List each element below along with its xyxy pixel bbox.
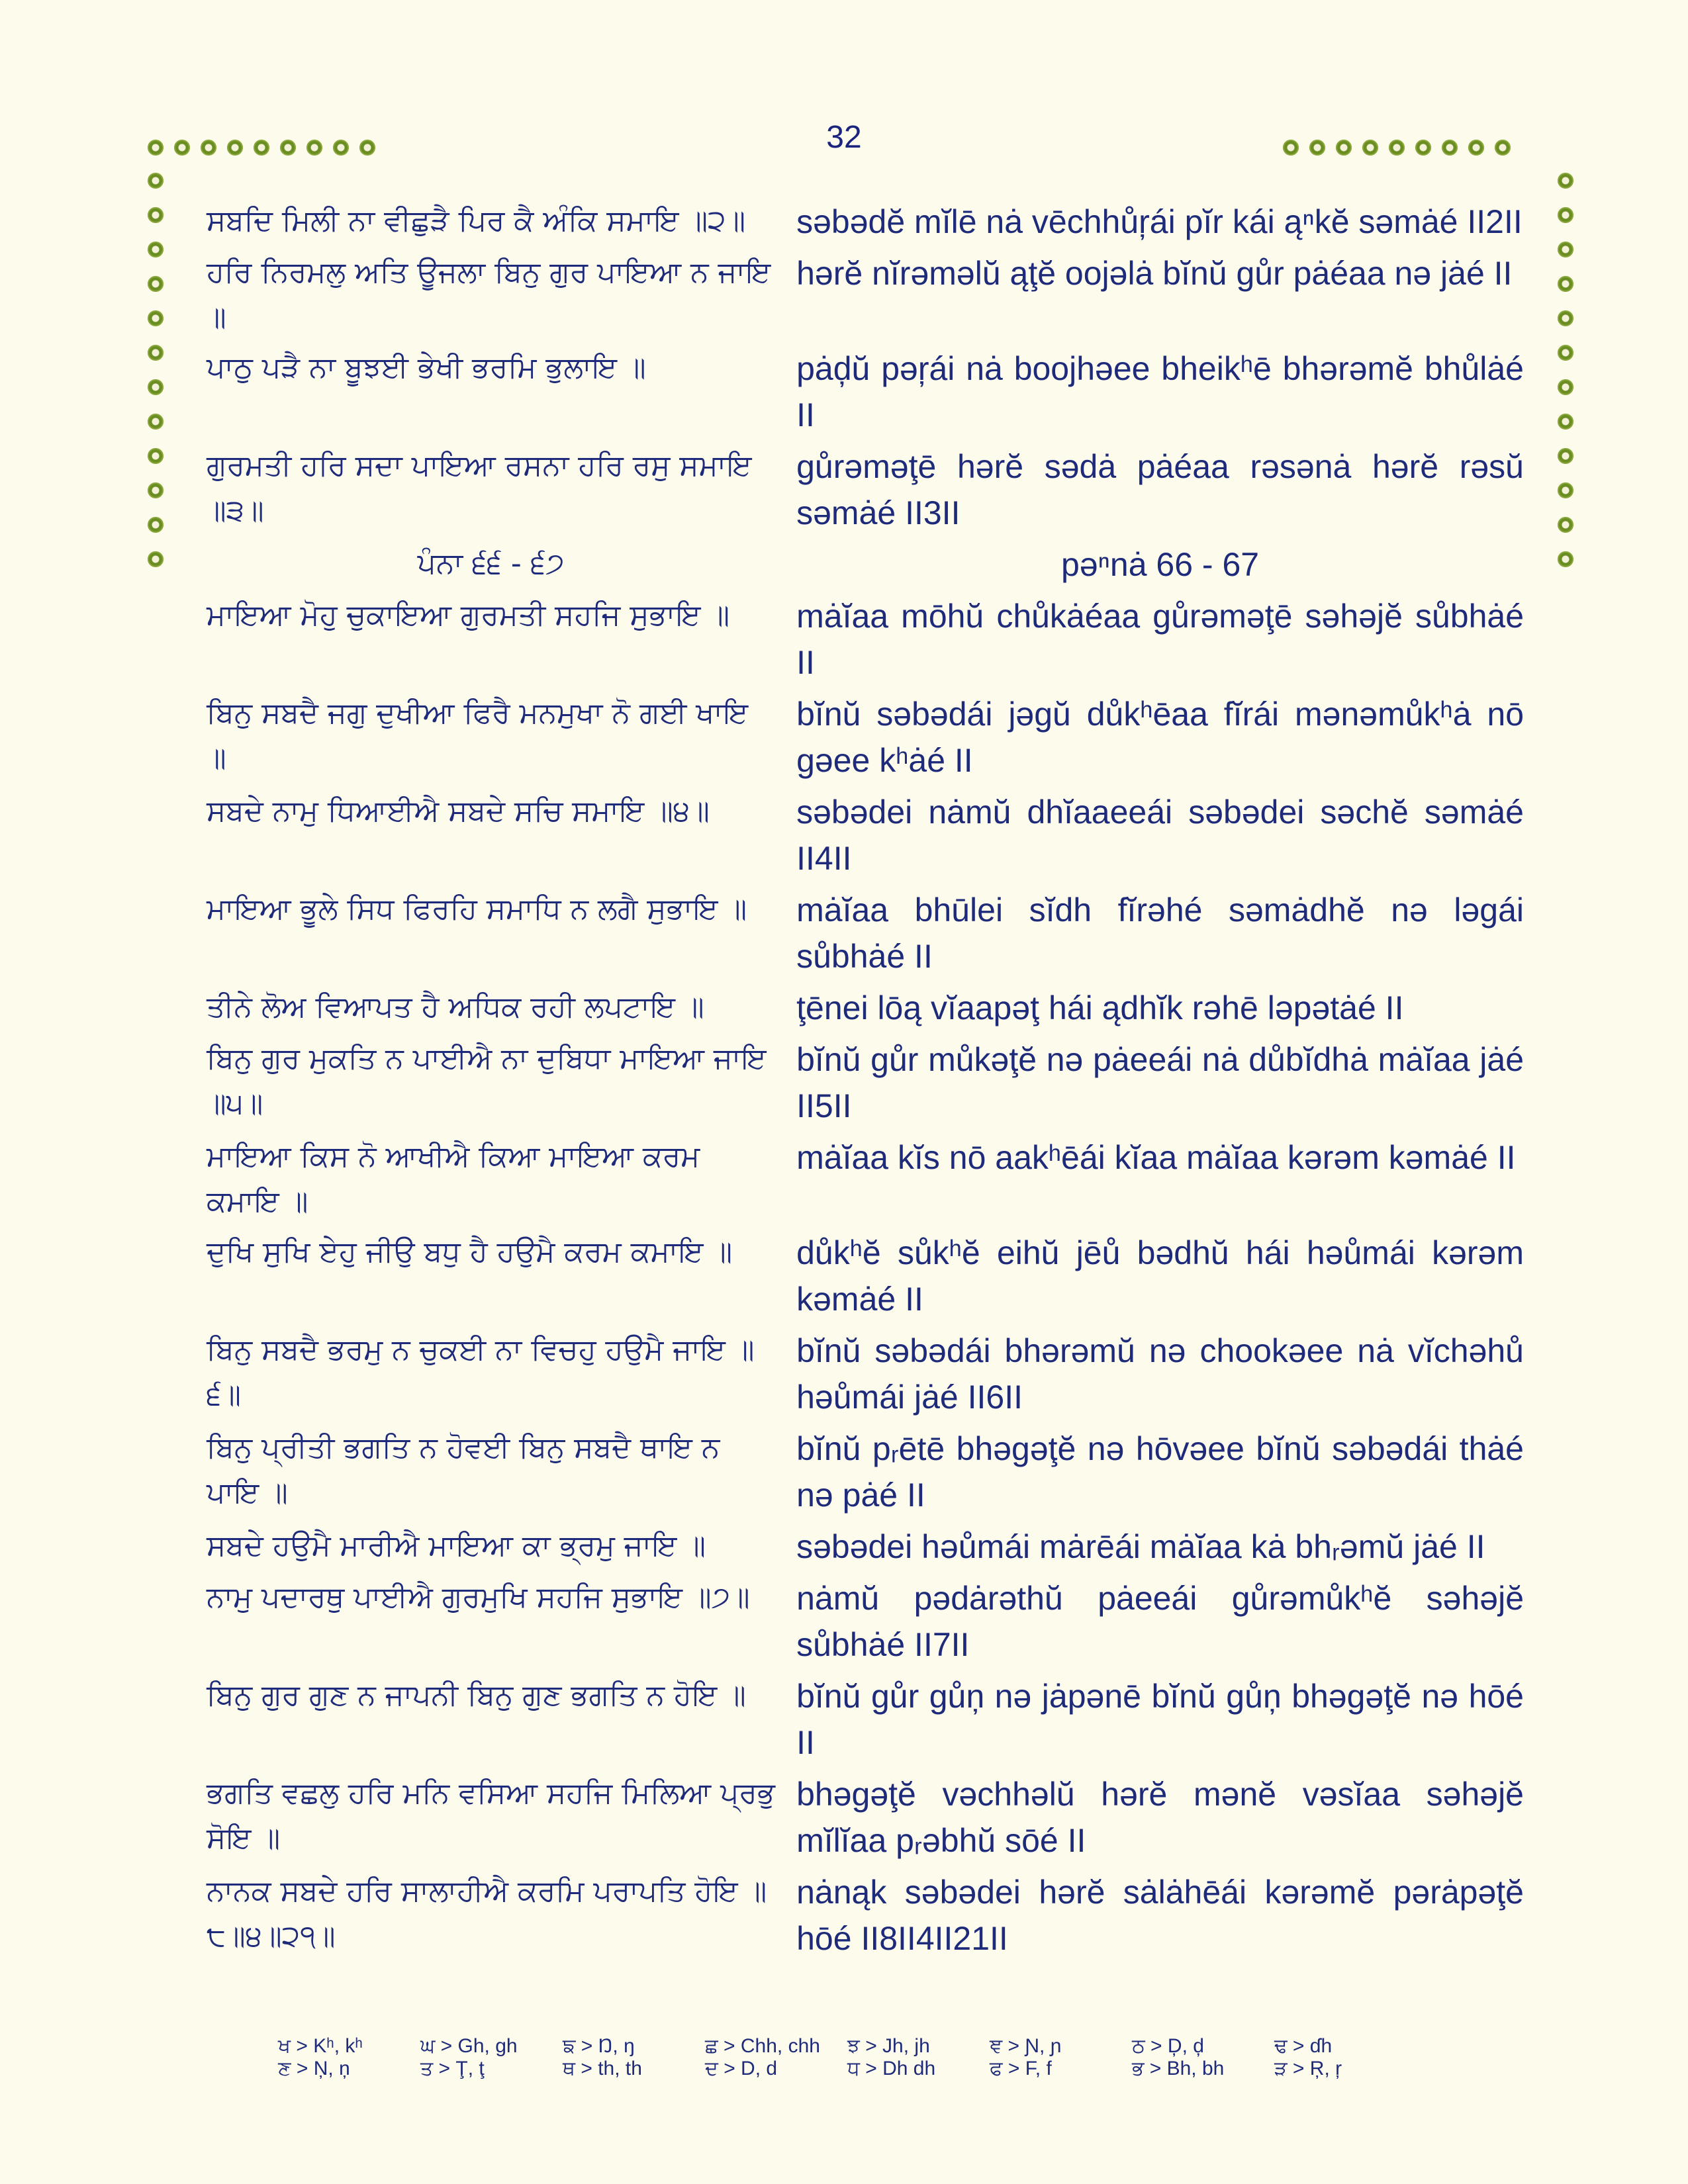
verse-translit: bĭnŭ səbədái bhərəmŭ nə chookəee nȧ vĭchəhů həůmái jȧé II6II	[796, 1332, 1524, 1416]
flower-icon	[252, 138, 271, 158]
key-entry: ਫ > F, f	[990, 2058, 1052, 2079]
verse-gurmukhi: ਪਾਠੁ ਪੜੈ ਨਾ ਬੂਝਈ ਭੇਖੀ ਭਰਮਿ ਭੁਲਾਇ ॥	[207, 351, 646, 385]
verse-translit: hərĕ nĭrəməlŭ ąţĕ oojəlȧ bĭnŭ gůr pȧéaa nə jȧé II	[796, 255, 1513, 292]
top-right-flower-row	[1281, 138, 1513, 158]
verse-gurmukhi: ਗੁਰਮਤੀ ਹਰਿ ਸਦਾ ਪਾਇਆ ਰਸਨਾ ਹਰਿ ਰਸੁ ਸਮਾਇ ॥੩॥	[207, 449, 752, 527]
verse-gurmukhi: ਦੁਖਿ ਸੁਖਿ ਏਹੁ ਜੀਉ ਬਧੁ ਹੈ ਹਉਮੈ ਕਰਮ ਕਮਾਇ ॥	[207, 1235, 733, 1269]
page-number: 32	[826, 120, 862, 155]
flower-icon	[278, 138, 298, 158]
key-entry: ਖ > Kʰ, kʰ	[278, 2035, 363, 2057]
key-entry: ਤ > Ţ, ţ	[420, 2058, 485, 2079]
verse-translit: bĭnŭ gůr můkəţĕ nə pȧeeái nȧ důbĭdhȧ mȧĭaa jȧé II5II	[796, 1041, 1524, 1124]
verse-gurmukhi: ਸਬਦੇ ਹਉਮੈ ਮਾਰੀਐ ਮਾਇਆ ਕਾ ਭ੍ਰਮੁ ਜਾਇ ॥	[207, 1529, 706, 1563]
verse-translit: bĭnŭ səbədái jəgŭ důkʰēaa fĭrái mənəmůkʰȧ nō gəee kʰȧé II	[796, 696, 1524, 779]
verse-row	[207, 1524, 1524, 1570]
verse-gurmukhi: ਤੀਨੇ ਲੋਅ ਵਿਆਪਤ ਹੈ ਅਧਿਕ ਰਹੀ ਲਪਟਾਇ ॥	[207, 990, 704, 1024]
key-entry: ਠ > Ḑ, ḑ	[1132, 2035, 1204, 2057]
verse-gurmukhi: ਸਬਦੇ ਨਾਮੁ ਧਿਆਈਐ ਸਬਦੇ ਸਚਿ ਸਮਾਇ ॥੪॥	[207, 794, 710, 828]
verse-gurmukhi: ਮਾਇਆ ਕਿਸ ਨੋ ਆਖੀਐ ਕਿਆ ਮਾਇਆ ਕਰਮ ਕਮਾਇ ॥	[207, 1140, 700, 1218]
verse-translit: səbədĕ mĭlē nȧ vēchhůŗái pĭr kái ąⁿkĕ səmȧé II2II	[796, 203, 1523, 240]
verse-translit: gůrəməţē hərĕ sədȧ pȧéaa rəsənȧ hərĕ rəsŭ səmȧé II3II	[796, 448, 1524, 531]
flower-icon	[1334, 138, 1354, 158]
key-row-1	[278, 2035, 1417, 2058]
verse-row	[207, 887, 1524, 979]
verse-row	[207, 1134, 1524, 1224]
flower-icon	[1493, 138, 1513, 158]
flower-icon	[1466, 138, 1486, 158]
flower-icon	[172, 138, 192, 158]
key-entry: ਥ > th, th	[563, 2058, 642, 2079]
verse-gurmukhi: ਨਾਮੁ ਪਦਾਰਥੁ ਪਾਈਐ ਗੁਰਮੁਖਿ ਸਹਜਿ ਸੁਭਾਇ ॥੭॥	[207, 1580, 750, 1614]
verse-gurmukhi: ਬਿਨੁ ਸਬਦੈ ਭਰਮੁ ਨ ਚੁਕਈ ਨਾ ਵਿਚਹੁ ਹਉਮੈ ਜਾਇ ॥੬॥	[207, 1333, 755, 1412]
flower-icon	[1387, 138, 1407, 158]
key-entry: ਧ > Dh dh	[847, 2058, 936, 2079]
key-entry: ਙ > Ŋ, ŋ	[563, 2035, 635, 2057]
key-entry: ਞ > Ɲ, ɲ	[990, 2035, 1062, 2057]
flower-icon	[1556, 549, 1575, 569]
verse-row	[207, 1869, 1524, 1962]
verse-translit: bĭnŭ pᵣētē bhəgəţĕ nə hōvəee bĭnŭ səbədái thȧé nə pȧé II	[796, 1430, 1524, 1514]
verse-row	[207, 199, 1524, 245]
verse-row	[207, 593, 1524, 686]
verse-gurmukhi: ਮਾਇਆ ਭੂਲੇ ਸਿਧ ਫਿਰਹਿ ਸਮਾਧਿ ਨ ਲਗੈ ਸੁਭਾਇ ॥	[207, 892, 747, 926]
key-entry: ਛ > Chh, chh	[705, 2035, 820, 2057]
section-heading-translit: pəⁿnȧ 66 - 67	[1061, 546, 1260, 583]
flower-icon	[1307, 138, 1327, 158]
flower-icon	[1556, 412, 1575, 432]
verse-gurmukhi: ਭਗਤਿ ਵਛਲੁ ਹਰਿ ਮਨਿ ਵਸਿਆ ਸਹਜਿ ਮਿਲਿਆ ਪ੍ਰਭੁ ਸੋਇ ॥	[207, 1776, 775, 1855]
right-flower-column	[1556, 171, 1575, 569]
section-heading	[207, 541, 1524, 588]
verse-gurmukhi: ਨਾਨਕ ਸਬਦੇ ਹਰਿ ਸਾਲਾਹੀਐ ਕਰਮਿ ਪਰਾਪਤਿ ਹੋਇ ॥੮॥੪॥੨੧॥	[207, 1874, 767, 1953]
flower-icon	[1556, 171, 1575, 191]
flower-icon	[1556, 446, 1575, 466]
verse-row	[207, 1328, 1524, 1420]
verse-translit: bhəgəţĕ vəchhəlŭ hərĕ mənĕ vəsĭaa səhəjĕ mĭlĭaa pᵣəbhŭ sōé II	[796, 1776, 1524, 1859]
key-row-2	[278, 2058, 1417, 2080]
verse-row	[207, 250, 1524, 340]
verse-table	[207, 199, 1524, 1967]
verse-translit: mȧĭaa bhūlei sĭdh fĭrəhé səmȧdhĕ nə ləgái sůbhȧé II	[796, 891, 1524, 975]
key-entry: ਢ > ɗh	[1274, 2035, 1333, 2057]
flower-icon	[146, 171, 165, 191]
verse-gurmukhi: ਬਿਨੁ ਸਬਦੈ ਜਗੁ ਦੁਖੀਆ ਫਿਰੈ ਮਨਮੁਖਾ ਨੋ ਗਈ ਖਾਇ ॥	[207, 696, 749, 775]
flower-icon	[225, 138, 245, 158]
verse-translit: nȧnąk səbədei hərĕ sȧlȧhēái kərəmĕ pərȧpəţĕ hōé II8II4II21II	[796, 1874, 1524, 1957]
flower-icon	[1556, 515, 1575, 535]
flower-icon	[1281, 138, 1301, 158]
flower-icon	[1556, 205, 1575, 225]
verse-row	[207, 1036, 1524, 1129]
flower-icon	[146, 240, 165, 259]
key-entry: ਝ > Jh, jh	[847, 2035, 930, 2057]
flower-icon	[146, 377, 165, 397]
verse-gurmukhi: ਬਿਨੁ ਗੁਰ ਮੁਕਤਿ ਨ ਪਾਈਐ ਨਾ ਦੁਬਿਧਾ ਮਾਇਆ ਜਾਇ ॥੫॥	[207, 1042, 767, 1120]
top-left-flower-row	[146, 138, 377, 158]
section-heading-gurmukhi: ਪੰਨਾ ੬੬ - ੬੭	[417, 547, 565, 580]
flower-icon	[1413, 138, 1433, 158]
verse-gurmukhi: ਮਾਇਆ ਮੋਹੁ ਚੁਕਾਇਆ ਗੁਰਮਤੀ ਸਹਜਿ ਸੁਭਾਇ ॥	[207, 598, 730, 632]
verse-translit: nȧmŭ pədȧrəthŭ pȧeeái gůrəmůkʰĕ səhəjĕ sůbhȧé II7II	[796, 1580, 1524, 1663]
flower-icon	[146, 274, 165, 294]
verse-row	[207, 691, 1524, 784]
flower-icon	[305, 138, 324, 158]
key-entry: ੜ > Ŗ, ŗ	[1274, 2058, 1342, 2079]
verse-row	[207, 1230, 1524, 1322]
transliteration-key	[278, 2035, 1417, 2080]
verse-row	[207, 345, 1524, 438]
flower-icon	[199, 138, 218, 158]
verse-row	[207, 1771, 1524, 1864]
verse-gurmukhi: ਬਿਨੁ ਪ੍ਰੀਤੀ ਭਗਤਿ ਨ ਹੋਵਈ ਬਿਨੁ ਸਬਦੈ ਥਾਇ ਨ ਪਾਇ ॥	[207, 1431, 720, 1510]
flower-icon	[1556, 240, 1575, 259]
flower-icon	[1556, 308, 1575, 328]
flower-icon	[146, 515, 165, 535]
verse-row	[207, 1575, 1524, 1668]
key-entry: ਭ > Bh, bh	[1132, 2058, 1225, 2079]
verse-translit: səbədei nȧmŭ dhĭaaeeái səbədei səchĕ səmȧé II4II	[796, 794, 1524, 877]
flower-icon	[1556, 377, 1575, 397]
verse-gurmukhi: ਹਰਿ ਨਿਰਮਲੁ ਅਤਿ ਊਜਲਾ ਬਿਨੁ ਗੁਰ ਪਾਇਆ ਨ ਜਾਇ ॥	[207, 255, 771, 334]
flower-icon	[357, 138, 377, 158]
flower-icon	[146, 343, 165, 363]
verse-row	[207, 443, 1524, 536]
verse-gurmukhi: ਸਬਦਿ ਮਿਲੀ ਨਾ ਵੀਛੁੜੈ ਪਿਰ ਕੈ ਅੰਕਿ ਸਮਾਇ ॥੨॥	[207, 204, 746, 238]
key-entry: ਣ > Ņ, ņ	[278, 2058, 350, 2079]
flower-icon	[146, 205, 165, 225]
verse-translit: səbədei həůmái mȧrēái mȧĭaa kȧ bhᵣəmŭ jȧé II	[796, 1528, 1485, 1565]
flower-icon	[146, 308, 165, 328]
verse-translit: mȧĭaa kĭs nō aakʰēái kĭaa mȧĭaa kərəm kəmȧé II	[796, 1139, 1516, 1176]
flower-icon	[1556, 480, 1575, 500]
flower-icon	[146, 549, 165, 569]
flower-icon	[146, 446, 165, 466]
verse-row	[207, 985, 1524, 1031]
flower-icon	[1360, 138, 1380, 158]
verse-translit: důkʰĕ sůkʰĕ eihŭ jēů bədhŭ hái həůmái kərəm kəmȧé II	[796, 1234, 1524, 1318]
flower-icon	[146, 138, 165, 158]
verse-row	[207, 1426, 1524, 1518]
verse-translit: mȧĭaa mōhŭ chůkȧéaa gůrəməţē səhəjĕ sůbhȧé II	[796, 598, 1524, 681]
key-entry: ਦ > D, d	[705, 2058, 778, 2079]
verse-translit: pȧḑŭ pəŗái nȧ boojhəee bheikʰē bhərəmĕ bhůlȧé II	[796, 350, 1524, 433]
verse-row	[207, 1673, 1524, 1766]
flower-icon	[1556, 343, 1575, 363]
left-flower-column	[146, 171, 165, 569]
verse-translit: bĭnŭ gůr gůņ nə jȧpənē bĭnŭ gůņ bhəgəţĕ nə hōé II	[796, 1678, 1524, 1761]
verse-row	[207, 789, 1524, 882]
flower-icon	[146, 412, 165, 432]
verse-gurmukhi: ਬਿਨੁ ਗੁਰ ਗੁਣ ਨ ਜਾਪਨੀ ਬਿਨੁ ਗੁਣ ਭਗਤਿ ਨ ਹੋਇ ॥	[207, 1678, 746, 1712]
verse-translit: ţēnei lōą vĭaapəţ hái ądhĭk rəhē ləpətȧé II	[796, 989, 1404, 1026]
flower-icon	[1556, 274, 1575, 294]
key-entry: ਘ > Gh, gh	[420, 2035, 518, 2057]
flower-icon	[331, 138, 351, 158]
flower-icon	[1440, 138, 1460, 158]
flower-icon	[146, 480, 165, 500]
